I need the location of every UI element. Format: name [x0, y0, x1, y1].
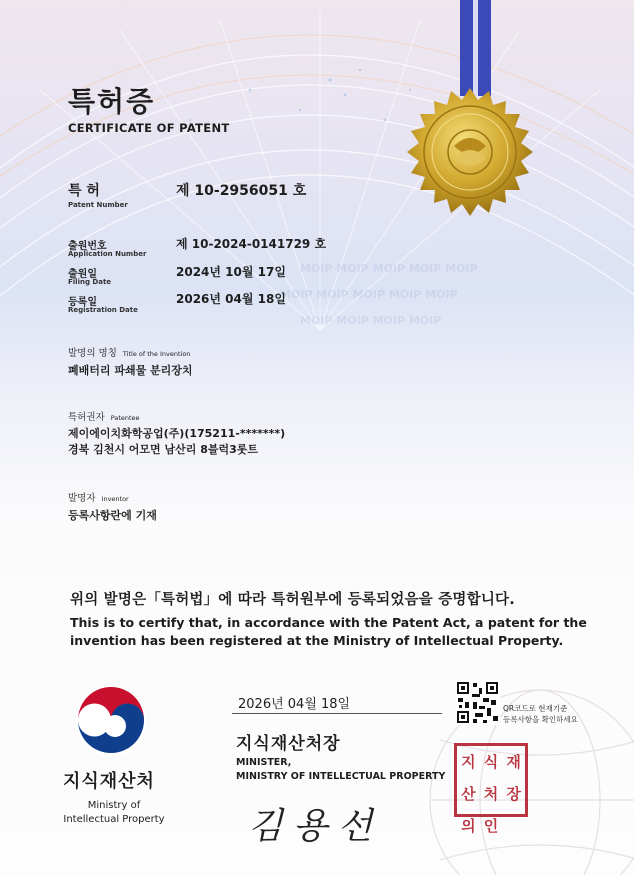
application-number-label-en: Application Number: [68, 250, 147, 258]
patent-number-value: 제 10-2956051 호: [176, 183, 307, 199]
application-number-value: 제 10-2024-0141729 호: [176, 237, 327, 251]
patent-number-label-en: Patent Number: [68, 201, 128, 209]
minister-title-en-line1: MINISTER,: [236, 757, 292, 768]
issue-date: 2026년 04월 18일: [238, 697, 351, 712]
certification-text-en-line2: invention has been registered at the Ministry of Intellectual Property.: [70, 633, 564, 648]
patentee-label: 특허권자 Patentee: [68, 412, 140, 423]
certificate-title-en: CERTIFICATE OF PATENT: [68, 121, 230, 135]
minister-title-en-line2: MINISTRY OF INTELLECTUAL PROPERTY: [236, 771, 446, 782]
ministry-name-en-line2: Intellectual Property: [63, 814, 165, 825]
patentee-address: 경북 김천시 어모면 남산리 8블럭3롯트: [68, 443, 259, 456]
minister-title-ko: 지식재산처장: [236, 734, 341, 754]
svg-text:MOIP MOIP MOIP MOIP MOIP: MOIP MOIP MOIP MOIP MOIP: [300, 262, 478, 275]
svg-text:MOIP MOIP MOIP MOIP: MOIP MOIP MOIP MOIP: [300, 314, 442, 327]
inventor-label: 발명자 Inventor: [68, 493, 129, 504]
filing-date-label-en: Filing Date: [68, 278, 112, 286]
svg-text:MOIP MOIP MOIP MOIP MOIP: MOIP MOIP MOIP MOIP MOIP: [280, 288, 458, 301]
qr-caption-line2: 등록사항을 확인하세요: [503, 715, 578, 724]
application-number-label: 출원번호: [68, 241, 107, 252]
inventor-value: 등록사항란에 기재: [68, 509, 157, 522]
invention-title-label: 발명의 명칭 Title of the Invention: [68, 348, 191, 359]
official-seal-stamp: 지 식 재 산 처 장 의 인: [454, 743, 528, 817]
qr-code: [455, 680, 500, 725]
certificate-title-ko: 특허증: [68, 85, 156, 118]
registration-date-label-en: Registration Date: [68, 306, 138, 314]
ministry-name-en-line1: Ministry of: [87, 800, 141, 811]
certification-text-en-line1: This is to certify that, in accordance with the Patent Act, a patent for the: [70, 615, 587, 630]
invention-title-value: 폐배터리 파쇄물 분리장치: [68, 364, 193, 377]
qr-caption-line1: QR코드로 현재기준: [503, 704, 568, 713]
filing-date-label: 출원일: [68, 269, 97, 280]
certification-text-ko: 위의 발명은「특허법」에 따라 특허원부에 등록되었음을 증명합니다.: [70, 592, 515, 608]
ministry-logo-icon: [76, 687, 146, 757]
registration-date-value: 2026년 04월 18일: [176, 292, 286, 306]
filing-date-value: 2024년 10월 17일: [176, 265, 286, 279]
registration-date-label: 등록일: [68, 297, 97, 308]
patent-number-label: 특 허: [68, 183, 100, 199]
ministry-name-ko: 지식재산처: [63, 771, 155, 792]
patentee-name: 제이에이치화학공업(주)(175211-*******): [68, 427, 286, 440]
date-underline: [232, 713, 442, 714]
minister-signature: 김용선: [248, 806, 383, 847]
